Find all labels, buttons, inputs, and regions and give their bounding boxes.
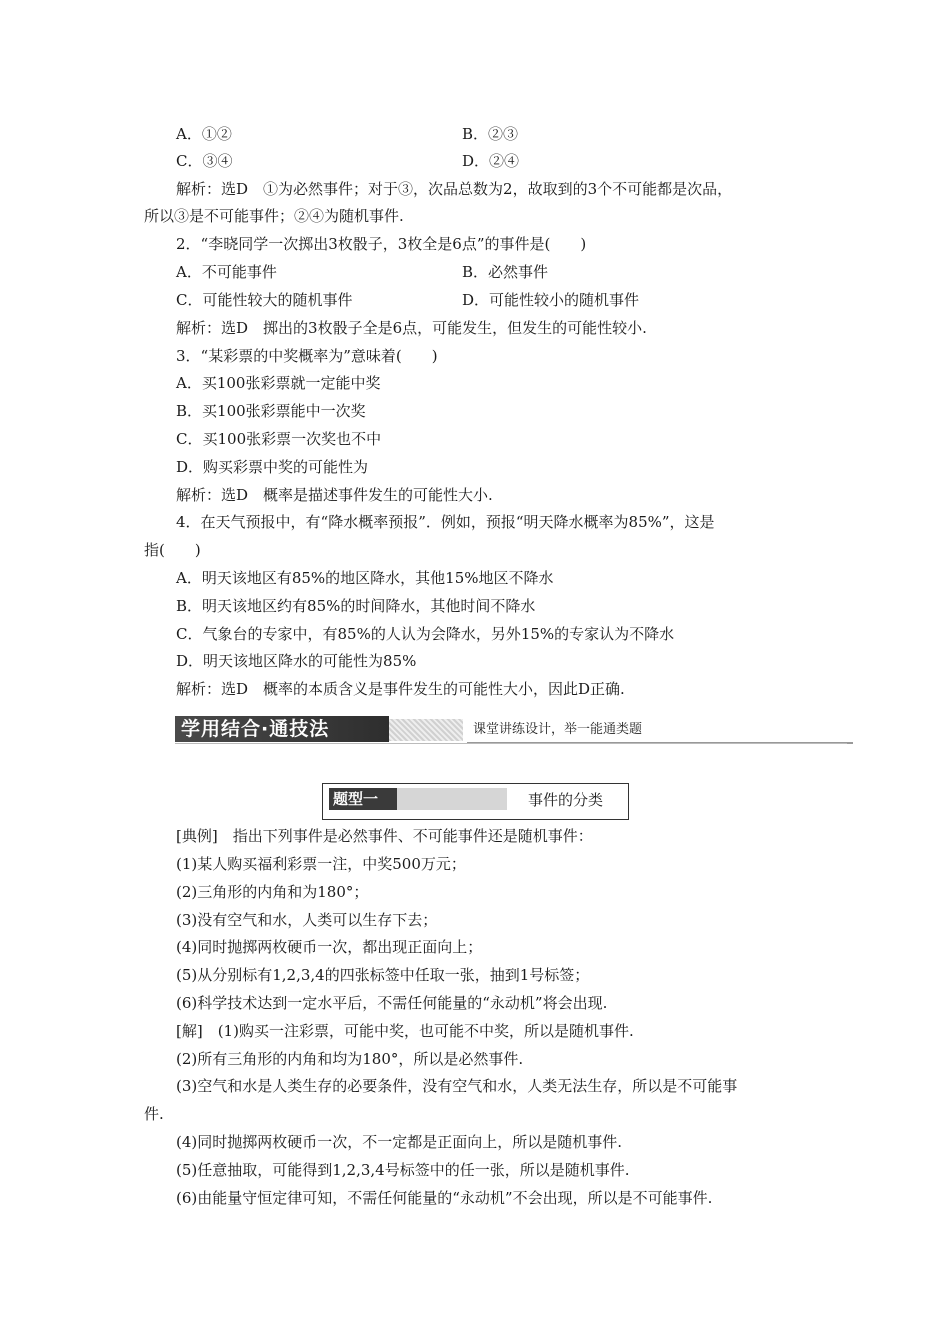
- q4-stem-line-1: 4．在天气预报中，有“降水概率预报”．例如，预报“明天降水概率为85%”，这是: [176, 513, 715, 531]
- q1-analysis-line-2: 所以③是不可能事件；②④为随机事件.: [144, 207, 404, 225]
- q3-analysis: 解析：选D 概率是描述事件发生的可能性大小.: [176, 486, 493, 504]
- q1-option-a: A．①②: [176, 125, 232, 143]
- q2-option-a: A．不可能事件: [176, 263, 277, 281]
- q3-option-a: A．买100张彩票就一定能中奖: [176, 374, 381, 392]
- example-item-6: (6)科学技术达到一定水平后，不需任何能量的“永动机”将会出现.: [176, 994, 608, 1012]
- q2-option-b: B．必然事件: [462, 263, 549, 281]
- solution-line-2: (2)所有三角形的内角和均为180°，所以是必然事件.: [176, 1050, 524, 1068]
- q4-option-b: B．明天该地区约有85%的时间降水，其他时间不降水: [176, 597, 536, 615]
- example-item-5: (5)从分别标有1,2,3,4的四张标签中任取一张，抽到1号标签；: [176, 966, 590, 984]
- solution-line-3: (3)空气和水是人类生存的必要条件，没有空气和水，人类无法生存，所以是不可能事: [176, 1077, 738, 1095]
- question-type-label: 事件的分类: [528, 791, 604, 809]
- q2-stem: 2．“李晓同学一次掷出3枚骰子，3枚全是6点”的事件是( ): [176, 235, 587, 253]
- q2-analysis: 解析：选D 掷出的3枚骰子全是6点，可能发生，但发生的可能性较小.: [176, 319, 647, 337]
- q4-option-d: D．明天该地区降水的可能性为85%: [176, 652, 417, 670]
- section-banner-pattern: [389, 719, 463, 741]
- q3-stem: 3．“某彩票的中奖概率为”意味着( ): [176, 347, 438, 365]
- q2-option-c: C．可能性较大的随机事件: [176, 291, 353, 309]
- q2-option-d: D．可能性较小的随机事件: [462, 291, 640, 309]
- q1-analysis-line-1: 解析：选D ①为必然事件；对于③，次品总数为2，故取到的3个不可能都是次品，: [176, 180, 733, 198]
- q3-option-d: D．购买彩票中奖的可能性为: [176, 458, 369, 476]
- solution-line-5: (5)任意抽取，可能得到1,2,3,4号标签中的任一张，所以是随机事件.: [176, 1161, 630, 1179]
- q4-option-a: A．明天该地区有85%的地区降水，其他15%地区不降水: [176, 569, 554, 587]
- example-item-3: (3)没有空气和水，人类可以生存下去；: [176, 911, 438, 929]
- section-banner-subtitle: 课堂讲练设计，举一能通类题: [467, 718, 853, 744]
- section-banner: [175, 716, 847, 744]
- question-type-tag: 题型一: [329, 788, 397, 810]
- q4-analysis: 解析：选D 概率的本质含义是事件发生的可能性大小，因此D正确.: [176, 680, 625, 698]
- solution-line-3-cont: 件.: [144, 1105, 164, 1123]
- example-item-2: (2)三角形的内角和为180°；: [176, 883, 369, 901]
- q1-option-b: B．②③: [462, 125, 519, 143]
- q3-option-c: C．买100张彩票一次奖也不中: [176, 430, 382, 448]
- q3-option-b: B．买100张彩票能中一次奖: [176, 402, 366, 420]
- solution-line-6: (6)由能量守恒定律可知，不需任何能量的“永动机”不会出现，所以是不可能事件.: [176, 1189, 713, 1207]
- section-banner-rule: [175, 743, 847, 744]
- example-intro: [典例] 指出下列事件是必然事件、不可能事件还是随机事件：: [176, 827, 593, 845]
- q1-option-d: D．②④: [462, 152, 520, 170]
- q4-option-c: C．气象台的专家中，有85%的人认为会降水，另外15%的专家认为不降水: [176, 625, 675, 643]
- q1-option-c: C．③④: [176, 152, 233, 170]
- example-item-1: (1)某人购买福利彩票一注，中奖500万元；: [176, 855, 466, 873]
- example-item-4: (4)同时抛掷两枚硬币一次，都出现正面向上；: [176, 938, 483, 956]
- solution-line-4: (4)同时抛掷两枚硬币一次，不一定都是正面向上，所以是随机事件.: [176, 1133, 623, 1151]
- section-banner-title: 学用结合·通技法: [175, 716, 389, 742]
- solution-line-1: [解] (1)购买一注彩票，可能中奖，也可能不中奖，所以是随机事件.: [176, 1022, 634, 1040]
- question-type-tag-bar: [397, 788, 507, 810]
- question-type-box: [322, 783, 629, 820]
- q4-stem-line-2: 指( ): [144, 541, 201, 559]
